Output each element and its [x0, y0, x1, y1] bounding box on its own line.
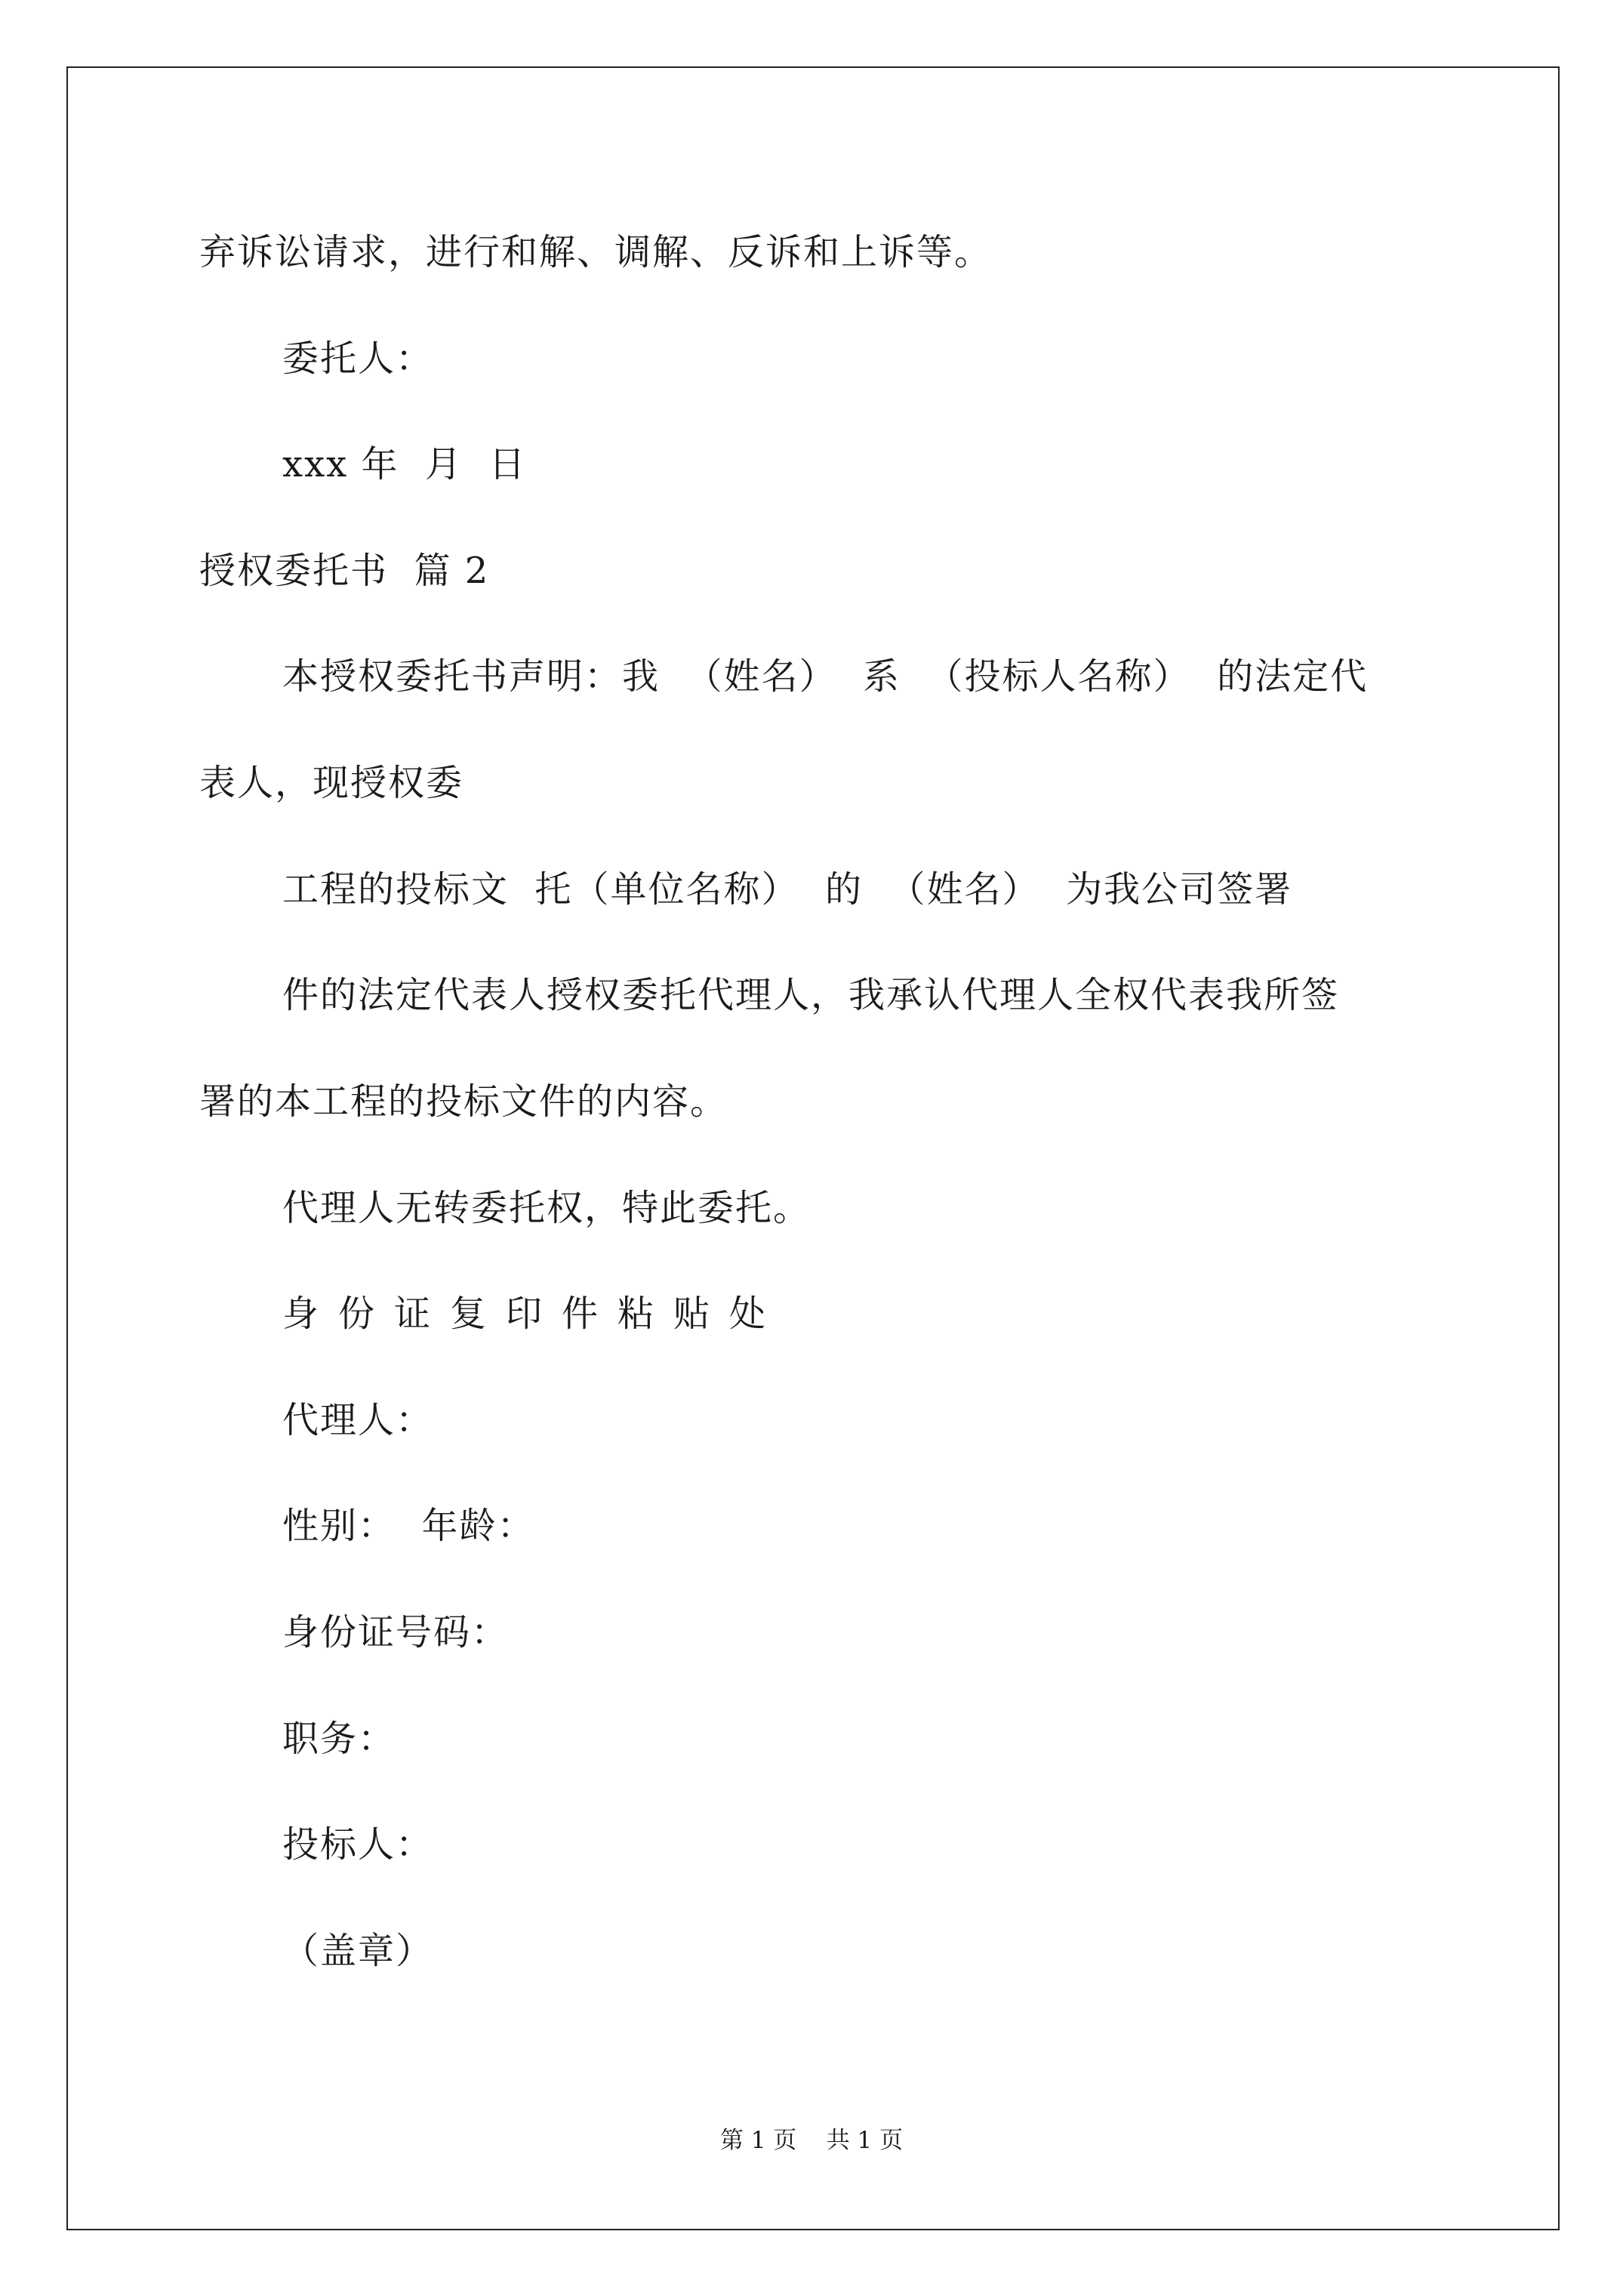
text-line-declaration-cont: 表人，现授权委 — [199, 762, 464, 804]
field-seal: （盖章） — [282, 1930, 434, 1972]
text-line-entrust: 工程的投标文 托（单位名称） 的 （姓名） 为我公司签署 — [282, 868, 1293, 911]
text-line-continuation: 弃诉讼请求，进行和解、调解、反诉和上诉等。 — [199, 231, 993, 273]
text-line-authorization-cont: 署的本工程的投标文件的内容。 — [199, 1080, 728, 1123]
id-copy-placeholder: 身份证复印件粘贴处 — [282, 1293, 786, 1335]
field-position: 职务： — [282, 1718, 396, 1760]
text-line-declaration: 本授权委托书声明：我 （姓名） 系 （投标人名称） 的法定代 — [282, 655, 1369, 698]
text-line-authorization: 件的法定代表人授权委托代理人，我承认代理人全权代表我所签 — [282, 974, 1340, 1016]
text-line-no-transfer: 代理人无转委托权，特此委托。 — [282, 1187, 812, 1229]
field-id-number: 身份证号码： — [282, 1611, 510, 1653]
text-line-principal: 委托人： — [282, 337, 434, 380]
field-gender-age: 性别： 年龄： — [282, 1505, 535, 1547]
page-number-footer: 第 1 页 共 1 页 — [719, 2127, 904, 2154]
text-line-date: xxx 年 月 日 — [282, 443, 527, 485]
section-heading: 授权委托书 篇 2 — [199, 550, 490, 592]
field-bidder: 投标人： — [282, 1823, 434, 1866]
field-agent: 代理人： — [282, 1399, 434, 1441]
page-border — [66, 66, 1560, 2230]
